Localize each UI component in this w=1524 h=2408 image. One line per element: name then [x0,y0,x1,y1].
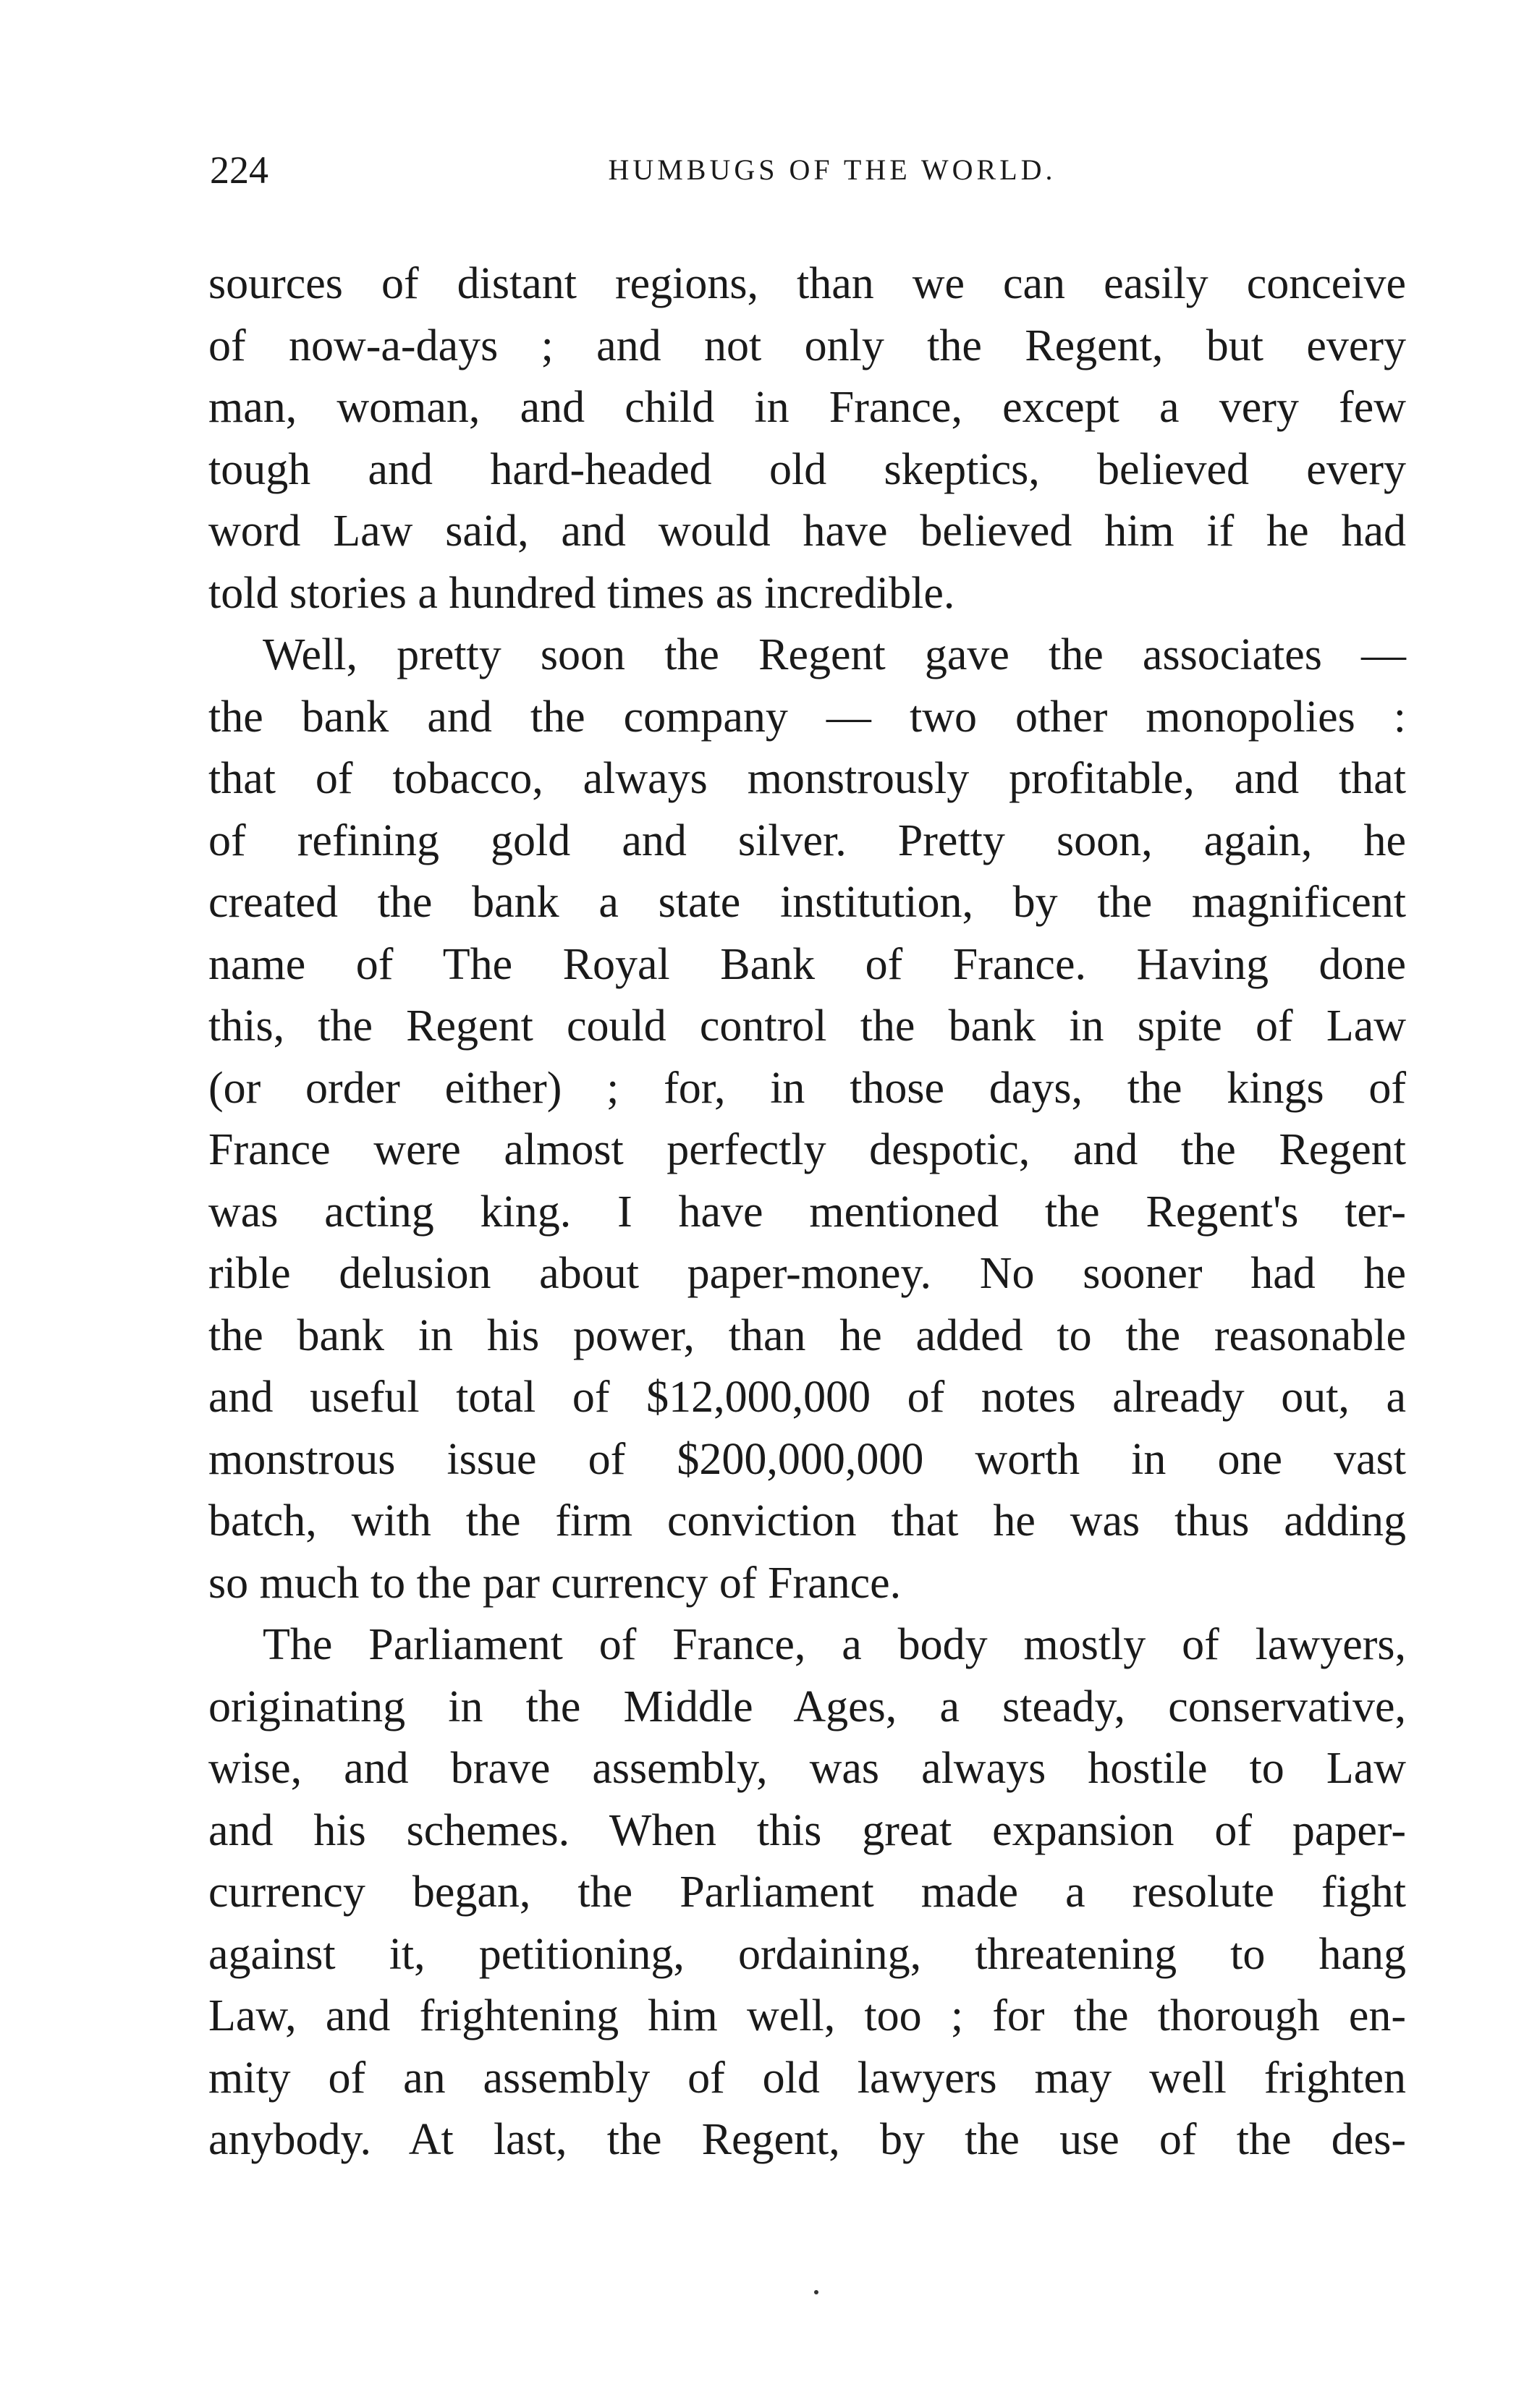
text-line: batch, with the firm conviction that he was thus adding [208,1496,1406,1546]
text-line: this, the Regent could control the bank in spite of Law [208,1001,1406,1051]
text-line: originating in the Middle Ages, a steady, conservative, [208,1682,1406,1731]
text-line: name of The Royal Bank of France. Having done [208,939,1406,989]
text-line: of refining gold and silver. Pretty soon, again, he [208,815,1406,865]
text-line: wise, and brave assembly, was always hostile to Law [208,1744,1406,1793]
text-line: word Law said, and would have believed him if he had [208,506,1406,556]
text-line: created the bank a state institution, by the magnificent [208,878,1406,927]
ink-speck [814,2290,818,2294]
body-text [208,253,1406,2171]
text-line: the bank and the company — two other monopolies : [208,692,1406,742]
text-line: mity of an assembly of old lawyers may well frighten [208,2053,1406,2103]
text-line: and his schemes. When this great expansion of paper- [208,1805,1406,1855]
text-line: so much to the par currency of France. [208,1558,902,1608]
text-line: monstrous issue of $200,000,000 worth in one vast [208,1434,1406,1484]
page-header [210,141,1411,199]
text-line: that of tobacco, always monstrously profitable, and that [208,754,1406,803]
text-line: currency began, the Parliament made a resolute fight [208,1868,1406,1917]
running-title: HUMBUGS OF THE WORLD. [608,153,1057,186]
text-line: rible delusion about paper-money. No sooner had he [208,1249,1406,1298]
text-line: The Parliament of France, a body mostly of lawyers, [263,1620,1406,1669]
text-line: and useful total of $12,000,000 of notes already out, a [208,1373,1406,1422]
text-line: Well, pretty soon the Regent gave the associates — [263,630,1406,679]
text-line: (or order either) ; for, in those days, the kings of [208,1063,1406,1113]
text-line: of now-a-days ; and not only the Regent, but every [208,321,1406,370]
text-line: tough and hard-headed old skeptics, believed every [208,444,1406,494]
text-line: sources of distant regions, than we can easily conceive [208,259,1406,308]
text-line: against it, petitioning, ordaining, threatening to hang [208,1929,1406,1979]
text-line: anybody. At last, the Regent, by the use of the des- [208,2115,1406,2164]
text-line: the bank in his power, than he added to the reasonable [208,1310,1406,1360]
text-line: Law, and frightening him well, too ; for the thorough en- [208,1991,1406,2040]
text-line: France were almost perfectly despotic, and the Regent [208,1125,1406,1174]
text-line: told stories a hundred times as incredible. [208,568,955,618]
text-line: was acting king. I have mentioned the Regent's ter- [208,1187,1406,1237]
page-number: 224 [210,148,268,192]
text-line: man, woman, and child in France, except a very few [208,383,1406,432]
